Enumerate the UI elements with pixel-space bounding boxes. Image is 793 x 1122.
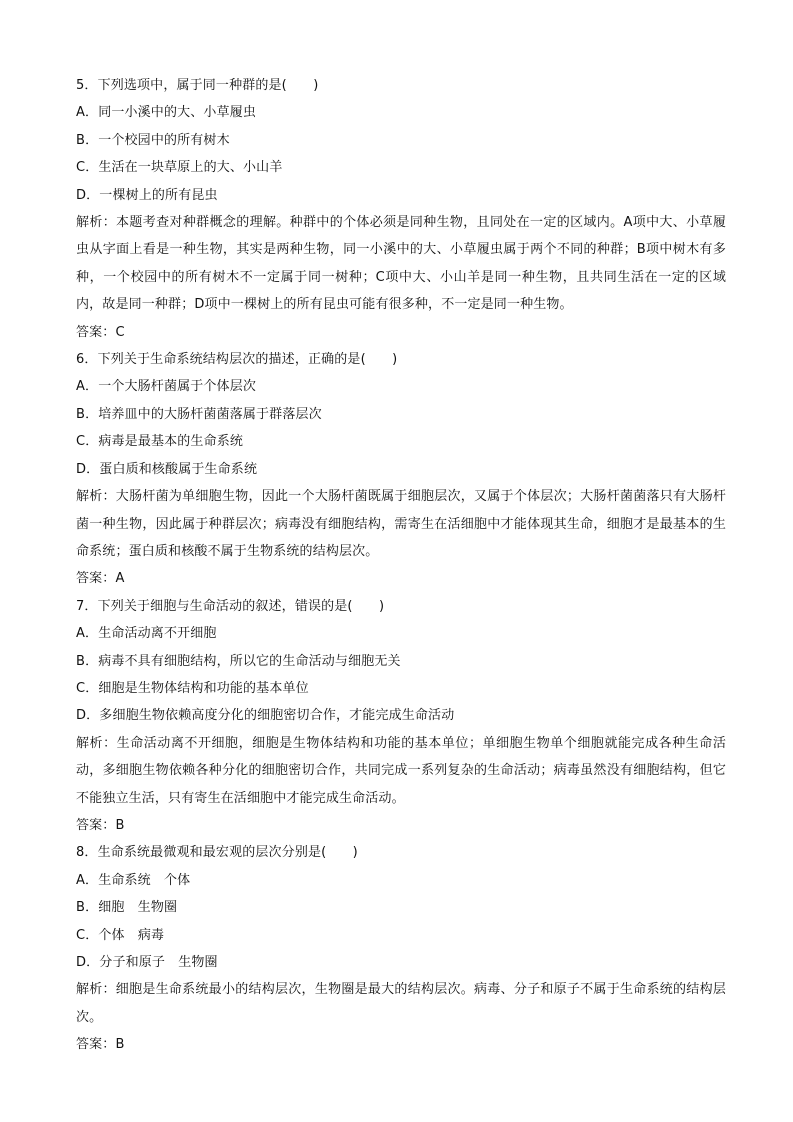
option-b: B．细胞 生物圈 [76, 900, 178, 916]
option-a: A．生命活动离不开细胞 [76, 626, 217, 642]
option-d: D．蛋白质和核酸属于生命系统 [76, 461, 258, 477]
question-6 [76, 346, 726, 593]
answer: 答案：B [76, 1037, 125, 1053]
question-stem: 6．下列关于生命系统结构层次的描述，正确的是( ) [76, 352, 398, 368]
option-b: B．病毒不具有细胞结构，所以它的生命活动与细胞无关 [76, 653, 401, 669]
question-stem: 5．下列选项中，属于同一种群的是( ) [76, 78, 319, 93]
answer: 答案：B [76, 817, 125, 833]
question-stem: 8．生命系统最微观和最宏观的层次分别是( ) [76, 845, 358, 861]
analysis: 解析：生命活动离不开细胞，细胞是生物体结构和功能的基本单位；单细胞生物单个细胞就能完成各种生命活动，多细胞生物依赖各种分化的细胞密切合作，共同完成一系列复杂的生命活动；病毒虽然没有细胞结构，但它不能独立生活，只有寄生在活细胞中才能完成生命活动。 [76, 735, 726, 806]
option-b: B．培养皿中的大肠杆菌菌落属于群落层次 [76, 406, 322, 422]
analysis: 解析：本题考查对种群概念的理解。种群中的个体必须是同种生物，且同处在一定的区域内。A项中大、小草履虫从字面上看是一种生物，其实是两种生物，同一小溪中的大、小草履虫属于两个不同的种群；B项中树木有多种，一个校园中的所有树木不一定属于同一树种；C项中大、小山羊是同一种生物，且共同生活在一定的区域内，故是同一种群；D项中一棵树上的所有昆虫可能有很多种，不一定是同一种生物。 [76, 215, 726, 313]
option-a: A．生命系统 个体 [76, 872, 191, 888]
option-a: A．同一小溪中的大、小草履虫 [76, 105, 256, 121]
answer: 答案：A [76, 571, 125, 587]
document-content [76, 72, 726, 1059]
option-d: D．一棵树上的所有昆虫 [76, 187, 218, 203]
question-8 [76, 839, 726, 1058]
option-d: D．多细胞生物依赖高度分化的细胞密切合作，才能完成生命活动 [76, 708, 455, 724]
option-c: C．病毒是最基本的生命系统 [76, 434, 244, 450]
option-c: C．个体 病毒 [76, 927, 165, 943]
analysis: 解析：大肠杆菌为单细胞生物，因此一个大肠杆菌既属于细胞层次，又属于个体层次；大肠杆菌菌落只有大肠杆菌一种生物，因此属于种群层次；病毒没有细胞结构，需寄生在活细胞中才能体现其生命，细胞才是最基本的生命系统；蛋白质和核酸不属于生物系统的结构层次。 [76, 489, 726, 559]
option-c: C．细胞是生物体结构和功能的基本单位 [76, 680, 309, 696]
option-a: A．一个大肠杆菌属于个体层次 [76, 379, 256, 395]
question-5 [76, 72, 726, 346]
question-7 [76, 593, 726, 840]
answer: 答案：C [76, 324, 125, 340]
analysis: 解析：细胞是生命系统最小的结构层次，生物圈是最大的结构层次。病毒、分子和原子不属于生命系统的结构层次。 [76, 982, 726, 1025]
option-c: C．生活在一块草原上的大、小山羊 [76, 160, 283, 176]
question-stem: 7．下列关于细胞与生命活动的叙述，错误的是( ) [76, 598, 385, 614]
option-b: B．一个校园中的所有树木 [76, 132, 230, 148]
option-d: D．分子和原子 生物圈 [76, 955, 218, 970]
